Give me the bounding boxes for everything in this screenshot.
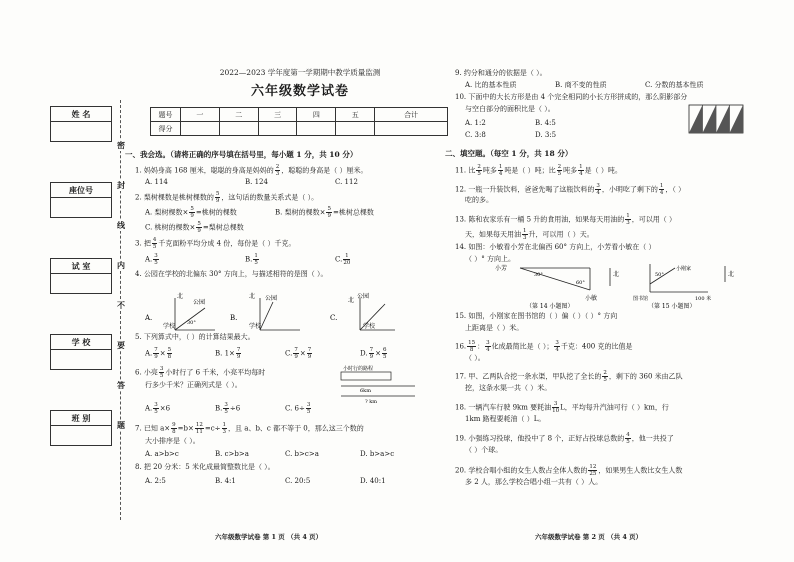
- q5-b-label: B. 1×: [215, 349, 235, 358]
- q3-b-label: B.: [245, 255, 253, 264]
- seal-char: 要: [117, 340, 125, 350]
- q10-option-d[interactable]: D. 3:5: [535, 131, 557, 139]
- q16-text-c: 化成最简比是（ ）；: [491, 342, 554, 351]
- page-1-footer: 六年级数学试卷 第 1 页 （共 4 页）: [215, 533, 323, 541]
- q16-text: 16.: [455, 342, 467, 351]
- q6-c-label: C. 6÷: [285, 404, 305, 413]
- school-field[interactable]: [50, 334, 112, 370]
- fraction: $\frac{15}{8}$: [468, 340, 476, 353]
- fig14-north: 北: [613, 271, 620, 278]
- fraction: $\frac{7}{9}$: [154, 347, 158, 360]
- seal-char: 不: [117, 300, 125, 310]
- question-19: [455, 432, 674, 445]
- fraction: $\frac{3}{5}$: [154, 402, 158, 415]
- q2-a-text: A. 梨树棵数×: [145, 208, 189, 217]
- q2-text-b: ，这句话的数量关系式是（ ）。: [221, 193, 319, 202]
- q7-option-b[interactable]: B. c>b>a: [215, 450, 249, 458]
- seal-char: 题: [117, 420, 125, 430]
- question-5: 5. 下列算式中，（ ）的计算结果最大。: [135, 333, 255, 341]
- name-field[interactable]: [50, 106, 112, 142]
- q4-park-label: 公园: [265, 295, 278, 302]
- q19-text: 19. 小强练习投球，他投中了 8 个，正好占投球总数的: [455, 434, 625, 443]
- score-header-cell: 五: [336, 108, 375, 122]
- q5-a-label: A.: [145, 349, 153, 358]
- school-label: 学 校: [51, 337, 111, 350]
- fig15-library: 图书馆: [633, 296, 649, 302]
- q19-text-b: ，他一共投了: [631, 434, 674, 443]
- q9-option-c[interactable]: C. 分数的基本性质: [645, 81, 704, 89]
- q11-text-b: 吨多: [482, 166, 497, 175]
- q6-text-b: 小时行了 6 千米，小亮平均每时: [165, 368, 266, 377]
- fraction: $\frac{12}{11}$: [195, 422, 203, 435]
- fraction: $\frac{7}{9}$: [236, 347, 241, 360]
- fraction: $\frac{7}{9}$: [369, 347, 374, 360]
- score-row-label: 得分: [151, 122, 181, 136]
- q4-school-label: 学校: [163, 323, 176, 330]
- q3-a-label: A.: [145, 255, 153, 264]
- q2-c-text: C. 桃树的棵数×: [145, 223, 196, 232]
- score-cell[interactable]: [181, 122, 220, 136]
- seat-label: 座位号: [51, 185, 111, 198]
- q2-b-text-b: =桃树总棵数: [332, 208, 374, 217]
- q4-option-a-label[interactable]: A.: [145, 314, 153, 322]
- q5-c-label: C.: [285, 349, 293, 358]
- question-7: [135, 422, 364, 435]
- section-2-heading: 二、填空题。（每空 1 分，共 18 分）: [445, 149, 573, 158]
- exam-title: 2022—2023 学年度第一学期期中教学质量监测: [219, 68, 381, 77]
- q3-option-c[interactable]: [335, 253, 351, 266]
- q11-text-e: 是（ ）吨。: [584, 166, 622, 175]
- q16-text-d: 千克：400 克的比值是: [560, 342, 633, 351]
- fraction: $\frac{1}{4}$: [498, 164, 503, 177]
- q8-option-d[interactable]: D. 40:1: [360, 477, 386, 485]
- question-19-cont: （ ）个球。: [465, 446, 503, 454]
- question-18-cont: 1km 路程要耗油（ ）L。: [465, 415, 546, 423]
- fraction: $\frac{3}{5}$: [159, 366, 164, 379]
- fraction: $\frac{3}{5}$: [224, 402, 228, 415]
- seal-char: 封: [117, 180, 125, 190]
- q1-option-b[interactable]: B. 124: [245, 178, 268, 186]
- fraction: $\frac{5}{9}$: [327, 206, 331, 219]
- fraction: $\frac{2}{5}$: [603, 370, 607, 383]
- question-6-cont: 行多少千米？正确列式是（ ）。: [145, 381, 242, 389]
- question-8: 8. 把 20 分米：5 米化成最简整数比是（ ）。: [135, 463, 275, 471]
- question-15-cont: 上距离是（ ）米。: [465, 324, 524, 332]
- fig15-north: 北: [728, 271, 735, 278]
- question-13-cont: [465, 228, 594, 241]
- q2-option-c[interactable]: [145, 221, 244, 234]
- fraction: $\frac{9}{8}$: [172, 422, 176, 435]
- fraction: $\frac{1}{4}$: [579, 164, 583, 177]
- fraction: $\frac{2}{5}$: [477, 164, 481, 177]
- score-cell[interactable]: [219, 122, 258, 136]
- fraction: $\frac{3}{5}$: [306, 402, 311, 415]
- fraction: $\frac{5}{9}$: [197, 221, 201, 234]
- section-1-heading: 一、我会选。（请将正确的序号填在括号里，每小题 1 分，共 10 分）: [125, 150, 358, 159]
- q17-text: 17. 甲、乙两队合挖一条水渠，甲队挖了全长的: [455, 372, 602, 381]
- score-header-cell: 四: [297, 108, 336, 122]
- q2-option-a[interactable]: [145, 206, 237, 219]
- fig15-home: 小刚家: [676, 266, 692, 272]
- fraction: $\frac{1}{5}$: [254, 253, 258, 266]
- q10-rectangle-figure: [688, 104, 744, 134]
- fig14-angle-30: 30°: [534, 272, 543, 278]
- fraction: $\frac{1}{20}$: [343, 253, 351, 266]
- fraction: $\frac{1}{3}$: [222, 422, 227, 435]
- q6-option-c[interactable]: [285, 402, 312, 415]
- fraction: $\frac{3}{5}$: [154, 253, 158, 266]
- q4-school-label: 学校: [249, 323, 262, 330]
- question-20-cont: 多 2 人，那么学校合唱小组一共有（ ）人。: [465, 478, 603, 486]
- q4-north-label: 北: [249, 293, 256, 300]
- q6-distance-figure: [335, 364, 425, 404]
- question-4: 4. 公园在学校的北偏东 30° 方向上，与描述相符的是图（ ）。: [135, 270, 328, 278]
- question-13: [455, 213, 676, 226]
- q12-text-c: ，（ ）: [665, 185, 686, 194]
- question-18: [455, 401, 669, 414]
- q13-text-c: 天，如果每天用油: [465, 230, 521, 239]
- q14-q15-figures: [490, 262, 740, 310]
- q3-text-b: 千克面粉平均分成 4 份，每份是（ ）千克。: [158, 239, 296, 248]
- score-cell[interactable]: [336, 122, 375, 136]
- q18-text-b: L，平均每升汽油可行（ ）km，行: [560, 403, 669, 412]
- q5-option-c[interactable]: C. $\frac{7}{9}$ × $\frac{7}{9}$: [285, 347, 312, 360]
- q5-option-d[interactable]: D. $\frac{7}{9}$ × $\frac{6}{5}$: [360, 347, 387, 360]
- q4-direction-figures: [145, 290, 415, 332]
- fraction: $\frac{1}{4}$: [659, 183, 664, 196]
- q2-c-text-b: =梨树总棵数: [202, 223, 244, 232]
- score-header-cell: 二: [219, 108, 258, 122]
- q2-option-b[interactable]: [275, 206, 374, 219]
- q8-option-b[interactable]: B. 4:1: [215, 477, 236, 485]
- fraction: $\frac{1}{3}$: [523, 228, 527, 241]
- room-label: 试 室: [51, 261, 111, 274]
- question-1: [135, 164, 367, 177]
- q4-option-b-label[interactable]: B.: [230, 314, 238, 322]
- q11-text-c: 吨是（ ）吨；比: [504, 166, 556, 175]
- fraction: $\frac{1}{3}$: [626, 213, 630, 226]
- q3-option-a[interactable]: [145, 253, 160, 266]
- q10-option-b[interactable]: B. 4:5: [535, 119, 556, 127]
- fig15-angle: 50°: [655, 272, 664, 278]
- q7-text-c: =c÷: [204, 424, 221, 433]
- question-14-cont: （ ）° 方向上。: [465, 255, 515, 263]
- fraction: $\frac{4}{5}$: [152, 237, 157, 250]
- seal-char: 内: [117, 260, 125, 270]
- score-cell[interactable]: [297, 122, 336, 136]
- q11-text-d: 吨多: [563, 166, 578, 175]
- fig15-100m: 100 米: [695, 296, 712, 302]
- fraction: $\frac{3}{4}$: [486, 340, 490, 353]
- question-10-cont: 与空白部分的面积比是（ ）。: [465, 105, 555, 113]
- q9-option-a[interactable]: A. 比的基本性质: [465, 81, 517, 89]
- q10-option-a[interactable]: A. 1:2: [465, 119, 486, 127]
- q12-text-b: ，小明吃了剩下的: [601, 185, 658, 194]
- q4-north-label: 北: [177, 293, 184, 300]
- q7-option-a[interactable]: A. a>b>c: [145, 450, 179, 458]
- q7-option-c[interactable]: C. b>c>a: [285, 450, 319, 458]
- fraction: $\frac{5}{9}$: [215, 191, 220, 204]
- question-16-cont: （ ）。: [465, 354, 485, 362]
- fraction: $\frac{12}{25}$: [589, 464, 597, 477]
- q13-text: 13. 陈和农家乐有一桶 5 升的食用油，如果每天用油的: [455, 215, 625, 224]
- fraction: $\frac{5}{9}$: [190, 206, 194, 219]
- fraction: $\frac{4}{5}$: [626, 432, 630, 445]
- q6-a-label: A.: [145, 404, 153, 413]
- question-3: [135, 237, 296, 250]
- seat-number-field[interactable]: [50, 182, 112, 218]
- score-table: [150, 107, 448, 136]
- fraction: $\frac{2}{5}$: [557, 164, 562, 177]
- q20-text-b: ，如果男生人数比女生人数: [598, 466, 683, 475]
- q8-option-c[interactable]: C. 20:5: [285, 477, 311, 485]
- question-9: 9. 约分和通分的依据是（ ）。: [455, 69, 547, 77]
- q3-text: 3. 把: [135, 239, 151, 248]
- q1-text-b: ，聪聪的身高是（ ）厘米。: [281, 166, 368, 175]
- q3-c-label: C.: [335, 255, 343, 264]
- fraction: $\frac{7}{9}$: [294, 347, 298, 360]
- q13-text-b: ，可以用（ ）: [631, 215, 676, 224]
- q4-park-label: 公园: [357, 293, 370, 300]
- question-12-cont: 吃的多。: [465, 196, 493, 204]
- class-field[interactable]: [50, 410, 112, 446]
- q6-fig-caption: 小时行的路程: [343, 366, 374, 372]
- q7-text-b: =b×: [177, 424, 194, 433]
- fig14-xiaomin: 小敏: [585, 295, 598, 302]
- q3-option-b[interactable]: [245, 253, 260, 266]
- score-header-cell: 一: [181, 108, 220, 122]
- fig15-caption: （第 15 小题图）: [648, 303, 696, 310]
- fraction: $\frac{3}{10}$: [552, 401, 560, 414]
- fraction: $\frac{3}{4}$: [596, 183, 600, 196]
- q16-text-b: ：: [477, 342, 485, 351]
- fig14-angle-60: 60°: [576, 280, 585, 286]
- exam-room-field[interactable]: [50, 258, 112, 294]
- score-header-cell: 三: [258, 108, 297, 122]
- question-17-cont: 挖，这条水渠一共（ ）米。: [465, 384, 552, 392]
- class-label: 班 别: [51, 413, 111, 426]
- question-11: [455, 164, 622, 177]
- question-15: 15. 如图，小刚家在图书馆的（ ）偏（ ）（ ）° 方向: [455, 312, 618, 320]
- name-label: 姓 名: [51, 109, 111, 122]
- score-header-cell: 合计: [375, 108, 448, 122]
- fraction: $\frac{5}{8}$: [167, 347, 172, 360]
- q13-text-d: 升，可以用（ ）天。: [528, 230, 594, 239]
- q11-text: 11. 比: [455, 166, 476, 175]
- q12-text: 12. 一瓶一升装饮料，爸爸先喝了这瓶饮料的: [455, 185, 595, 194]
- score-header-cell: 题号: [151, 108, 181, 122]
- q7-text: 7. 已知 a×: [135, 424, 171, 433]
- q1-option-c[interactable]: C. 112: [335, 178, 358, 186]
- fig14-xiaofang: 小芳: [495, 265, 508, 272]
- question-20: [455, 464, 682, 477]
- seal-char: 答: [117, 380, 125, 390]
- q7-option-d[interactable]: D. b>a>c: [360, 450, 395, 458]
- question-12: [455, 183, 685, 196]
- q1-option-a[interactable]: A. 114: [145, 178, 168, 186]
- q5-option-b[interactable]: [215, 347, 242, 360]
- q5-option-a[interactable]: A. $\frac{7}{9}$ × $\frac{5}{8}$: [145, 347, 172, 360]
- q2-text: 2. 梨树棵数是桃树棵数的: [135, 193, 214, 202]
- question-16: [455, 340, 632, 353]
- q20-text: 20. 学校合唱小组的女生人数占全体人数的: [455, 466, 588, 475]
- page-2-footer: 六年级数学试卷 第 2 页 （共 4 页）: [535, 533, 643, 541]
- q6-option-a[interactable]: A. $\frac{3}{5}$ ×6: [145, 402, 171, 415]
- q1-text: 1. 妈妈身高 168 厘米，聪聪的身高是妈妈的: [135, 166, 274, 175]
- q8-option-a[interactable]: A. 2:5: [145, 477, 166, 485]
- q4-school-label: 学校: [363, 323, 376, 330]
- q18-text: 18. 一辆汽车行驶 9km 要耗油: [455, 403, 552, 412]
- q4-angle-label: 30°: [187, 320, 196, 326]
- q6-fig-6km: 6km: [360, 388, 371, 394]
- fraction: $\frac{2}{3}$: [275, 164, 280, 177]
- q7-text-d: ，且 a、b、c 都不等于 0，那么这三个数的: [228, 424, 364, 433]
- fraction: $\frac{3}{4}$: [555, 340, 559, 353]
- q17-text-b: ，剩下的 360 米由乙队: [608, 372, 683, 381]
- fraction: $\frac{6}{5}$: [382, 347, 387, 360]
- q9-option-b[interactable]: B. 商不变的性质: [555, 81, 607, 89]
- question-2: [135, 191, 318, 204]
- question-7-cont: 大小排序是（ ）。: [145, 437, 200, 445]
- score-cell[interactable]: [375, 122, 448, 136]
- q4-north-label: 北: [348, 297, 355, 304]
- question-10: 10. 下面中的大长方形是由 4 个完全相同的小长方形拼成的，那么阴影部分: [455, 93, 688, 101]
- q6-text: 6. 小亮: [135, 368, 158, 377]
- q6-fig-unknown: ? km: [365, 399, 378, 404]
- question-6: [135, 366, 265, 379]
- q10-option-c[interactable]: C. 3:8: [465, 131, 486, 139]
- q2-a-text-b: =桃树的棵数: [195, 208, 237, 217]
- q2-b-text: B. 梨树的棵数×: [275, 208, 326, 217]
- q6-b-label: B.: [215, 404, 223, 413]
- fig14-caption: （第 14 小题图）: [526, 303, 574, 310]
- q5-d-label: D.: [360, 349, 368, 358]
- paper-title: 六年级数学试卷: [250, 84, 349, 99]
- q4-park-label: 公园: [193, 299, 206, 306]
- seal-char: 线: [117, 220, 125, 230]
- q6-option-b[interactable]: B. $\frac{3}{5}$ ÷6: [215, 402, 241, 415]
- question-14: 14. 如图：小敏看小芳在北偏西 60° 方向上，小芳看小敏在（ ）: [455, 243, 656, 251]
- seal-char: 密: [117, 140, 125, 150]
- fraction: $\frac{7}{9}$: [307, 347, 312, 360]
- score-cell[interactable]: [258, 122, 297, 136]
- q4-option-c-label[interactable]: C.: [330, 314, 338, 322]
- student-info-column: [50, 106, 112, 486]
- question-17: [455, 370, 683, 383]
